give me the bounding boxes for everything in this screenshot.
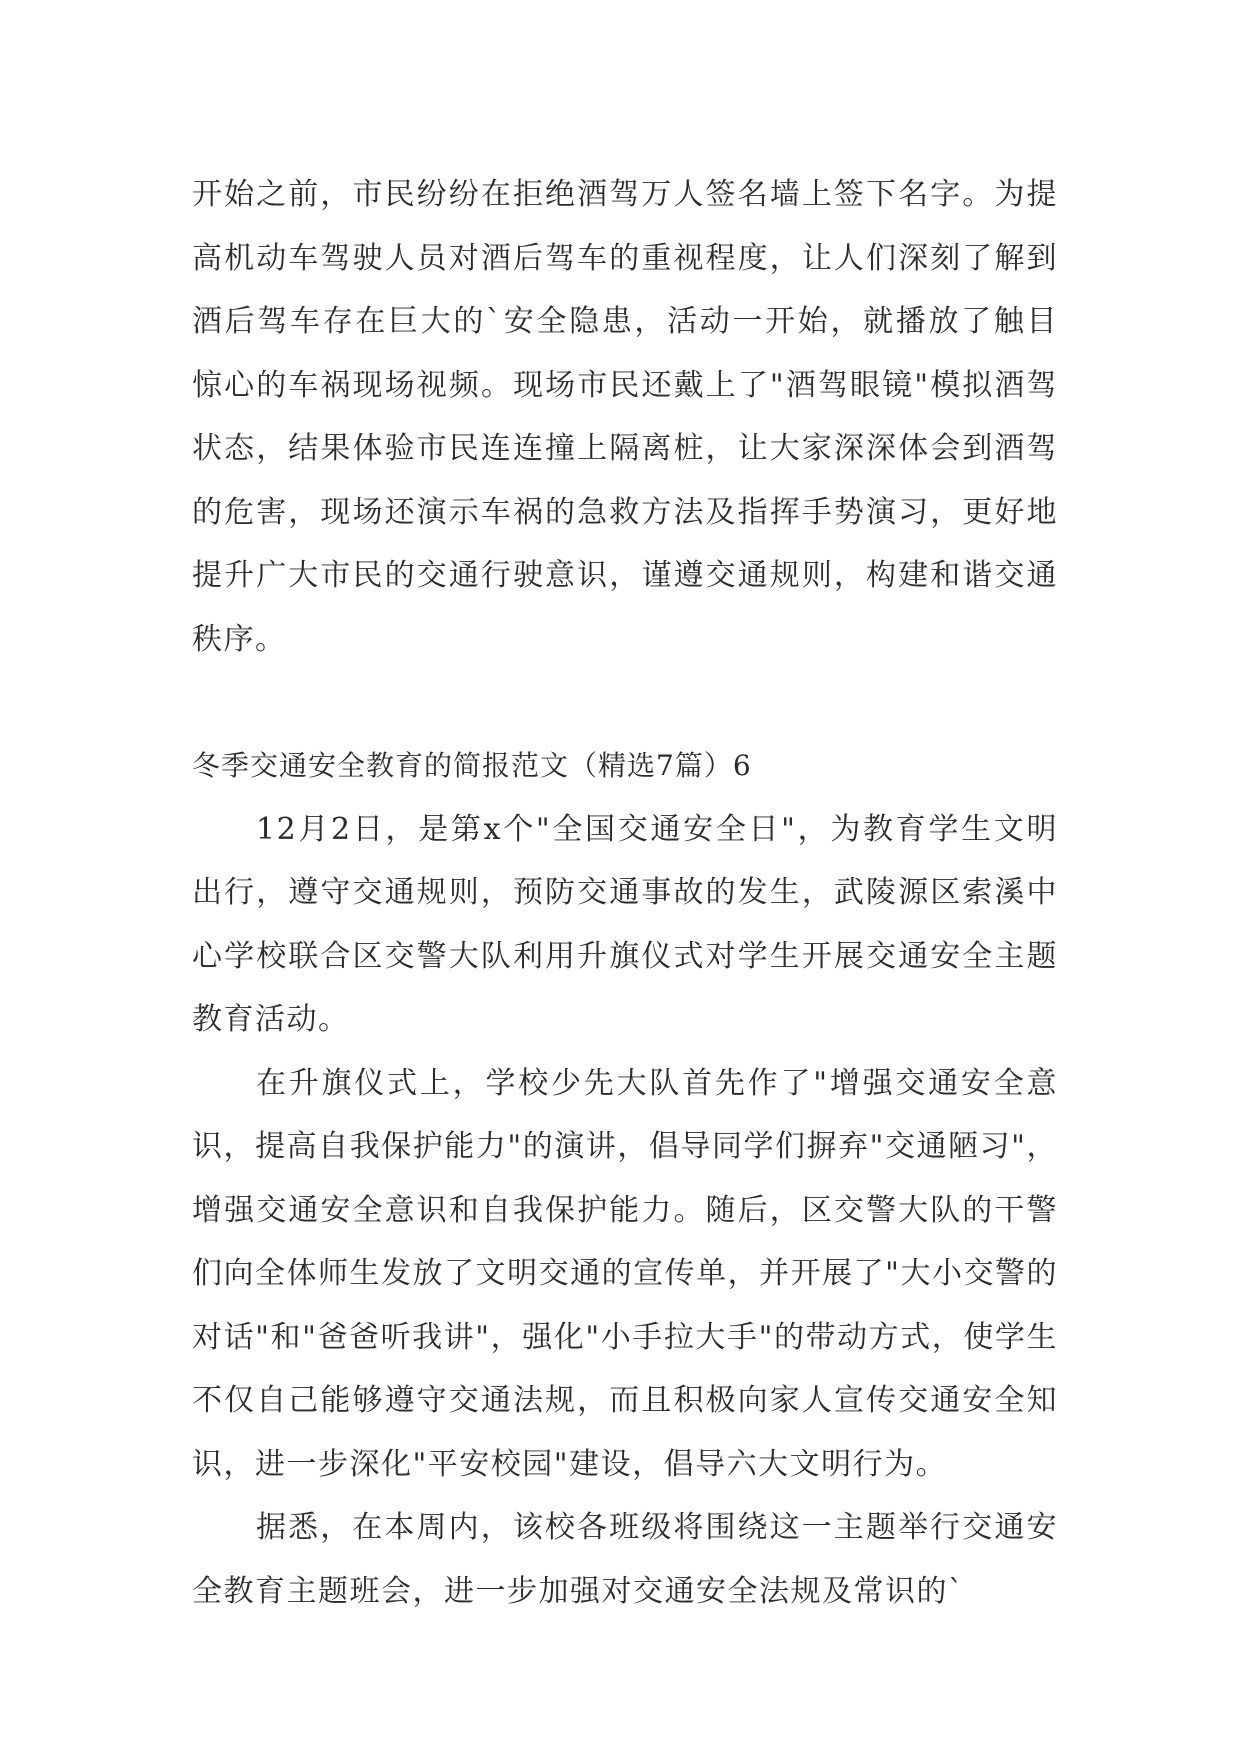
paragraph-4: 据悉，在本周内，该校各班级将围绕这一主题举行交通安全教育主题班会，进一步加强对交通安全法规及常识的` bbox=[192, 1510, 1058, 1609]
paragraph-2: 12月2日，是第x个"全国交通安全日"，为教育学生文明出行，遵守交通规则，预防交通事故的发生，武陵源区索溪中心学校联合区交警大队利用升旗仪式对学生开展交通安全主题教育活动。 bbox=[192, 811, 1058, 1037]
section-gap bbox=[192, 671, 1058, 734]
document-page bbox=[192, 163, 1058, 1623]
paragraph-1: 开始之前，市民纷纷在拒绝酒驾万人签名墙上签下名字。为提高机动车驾驶人员对酒后驾车的重视程度，让人们深刻了解到酒后驾车存在巨大的`安全隐患，活动一开始，就播放了触目惊心的车祸现场视频。现场市民还戴上了"酒驾眼镜"模拟酒驾状态，结果体验市民连连撞上隔离桩，让大家深深体会到酒驾的危害，现场还演示车祸的急救方法及指挥手势演习，更好地提升广大市民的交通行驶意识，谨遵交通规则，构建和谐交通秩序。 bbox=[192, 177, 1058, 657]
paragraph-3: 在升旗仪式上，学校少先大队首先作了"增强交通安全意识，提高自我保护能力"的演讲，倡导同学们摒弃"交通陋习"，增强交通安全意识和自我保护能力。随后，区交警大队的干警们向全体师生发放了文明交通的宣传单，并开展了"大小交警的对话"和"爸爸听我讲"，强化"小手拉大手"的带动方式，使学生不仅自己能够遵守交通法规，而且积极向家人宣传交通安全知识，进一步深化"平安校园"建设，倡导六大文明行为。 bbox=[192, 1065, 1058, 1482]
section-heading: 冬季交通安全教育的简报范文（精选7篇）6 bbox=[192, 749, 752, 782]
